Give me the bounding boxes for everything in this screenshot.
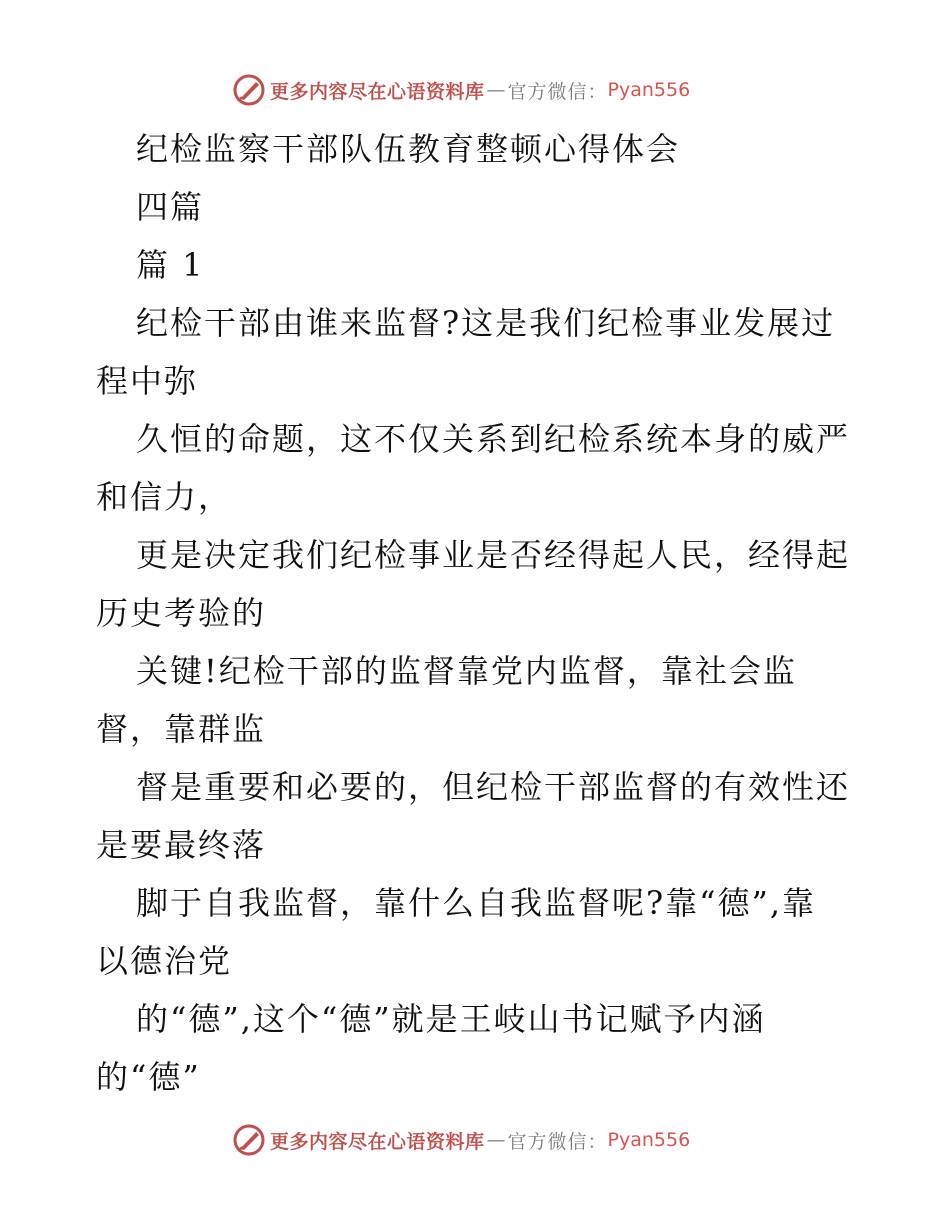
banner-wechat-label: 官方微信： xyxy=(507,1130,608,1153)
document-body xyxy=(96,120,866,1106)
paragraph-line: 程中弥 xyxy=(96,362,199,400)
paragraph-line: 纪检干部由谁来监督?这是我们纪检事业发展过 xyxy=(136,304,836,342)
paragraph-line: 久恒的命题，这不仅关系到纪检系统本身的威严 xyxy=(136,420,851,458)
header-watermark-banner xyxy=(232,72,690,108)
paragraph-line: 督，靠群监 xyxy=(96,710,267,748)
paragraph-line: 是要最终落 xyxy=(96,826,267,864)
banner-dash: — xyxy=(486,1129,506,1151)
paragraph-line: 的“德” xyxy=(96,1058,201,1096)
paragraph-line: 历史考验的 xyxy=(96,594,267,632)
banner-wechat-id: Pyan556 xyxy=(607,1129,691,1151)
paragraph-line: 更是决定我们纪检事业是否经得起人民，经得起 xyxy=(136,536,851,574)
paragraph-line: 关键!纪检干部的监督靠党内监督，靠社会监 xyxy=(136,652,797,690)
banner-wechat-label: 官方微信： xyxy=(507,80,608,103)
quill-logo-icon xyxy=(232,73,266,107)
banner-promo-text: 更多内容尽在心语资料库 xyxy=(270,1130,485,1153)
document-subtitle: 四篇 xyxy=(136,188,205,226)
paragraph-line: 的“德”,这个“德”就是王岐山书记赋予内涵 xyxy=(136,1000,766,1038)
paragraph-line: 督是重要和必要的，但纪检干部监督的有效性还 xyxy=(136,768,851,806)
banner-wechat-id: Pyan556 xyxy=(607,79,691,101)
quill-logo-icon xyxy=(232,1123,266,1157)
paragraph-line: 脚于自我监督，靠什么自我监督呢?靠“德”,靠 xyxy=(136,884,817,922)
paragraph-line: 和信力， xyxy=(96,478,233,516)
paragraph-line: 以德治党 xyxy=(96,942,233,980)
banner-promo-text: 更多内容尽在心语资料库 xyxy=(270,80,485,103)
section-heading: 篇 1 xyxy=(136,246,205,284)
footer-watermark-banner xyxy=(232,1122,690,1158)
banner-dash: — xyxy=(486,79,506,101)
document-title: 纪检监察干部队伍教育整顿心得体会 xyxy=(136,130,681,168)
